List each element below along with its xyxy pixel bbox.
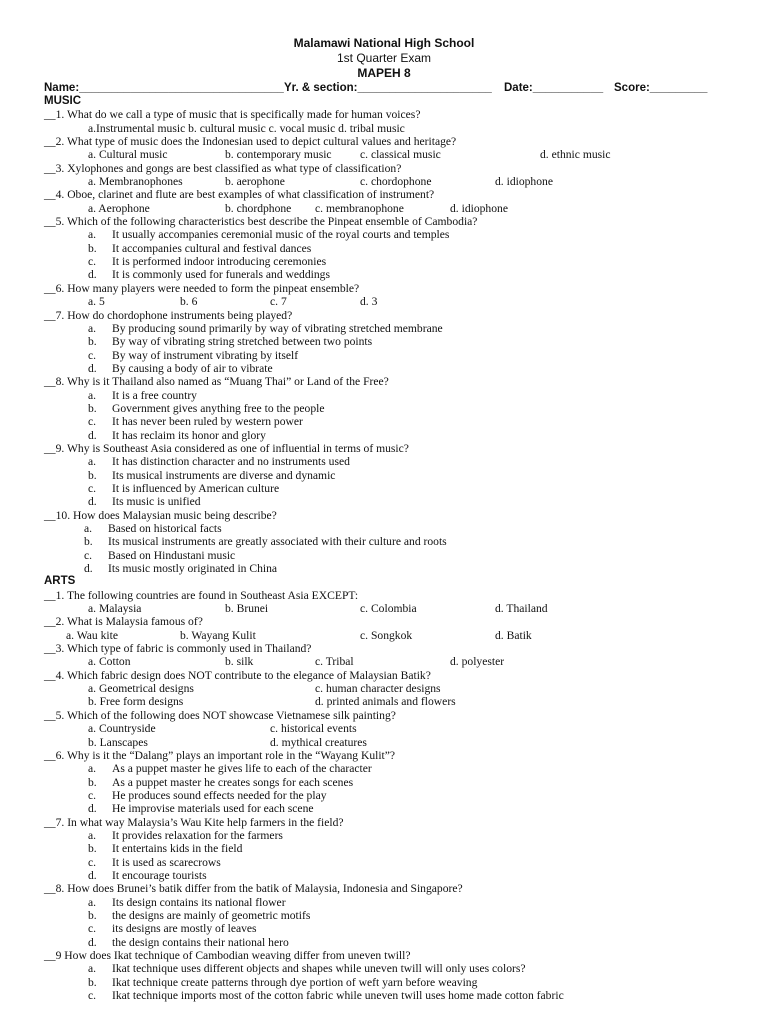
option: b. chordphone: [225, 201, 292, 215]
name-field[interactable]: Name:________________________________: [44, 82, 284, 94]
option-text: It has never been ruled by western power: [112, 415, 303, 429]
option: [44, 562, 744, 575]
option: a. Geometrical designs: [88, 682, 194, 696]
option: [44, 909, 744, 922]
option-letter: b.: [88, 468, 97, 482]
options-list: [44, 322, 744, 375]
option-letter: c.: [88, 348, 97, 362]
option-text: By causing a body of air to vibrate: [112, 361, 273, 375]
option-letter: a.: [88, 762, 97, 776]
option-letter: b.: [88, 908, 97, 922]
option-text: It has distinction character and no instruments used: [112, 455, 350, 469]
option-text: Its design contains its national flower: [112, 895, 286, 909]
option: b. Lanscapes: [88, 735, 148, 749]
options-row: [44, 175, 744, 188]
option-letter: b.: [88, 401, 97, 415]
option: c. Tribal: [315, 655, 354, 669]
option: d. idiophone: [450, 201, 508, 215]
option: d. printed animals and flowers: [315, 695, 456, 709]
option-letter: c.: [88, 989, 97, 1003]
question: __1. What do we call a type of music that is specifically made for human voices?: [44, 108, 421, 122]
option-text: It is influenced by American culture: [112, 481, 280, 495]
option: [44, 429, 744, 442]
option: [44, 989, 744, 1002]
option-letter: c.: [84, 548, 93, 562]
option: [44, 242, 744, 255]
question: __4. Which fabric design does NOT contribute to the elegance of Malaysian Batik?: [44, 668, 431, 682]
option: b. 6: [180, 295, 198, 309]
question: __9. Why is Southeast Asia considered as one of influential in terms of music?: [44, 441, 409, 455]
question: __10. How does Malaysian music being describe?: [44, 508, 277, 522]
option: [44, 789, 744, 802]
option-text: As a puppet master he creates songs for each scenes: [112, 775, 354, 789]
option-letter: b.: [88, 241, 97, 255]
option: [44, 962, 744, 975]
option: [44, 455, 744, 468]
option: [44, 522, 744, 535]
question: __4. Oboe, clarinet and flute are best examples of what classification of instrument?: [44, 188, 435, 202]
option: [44, 856, 744, 869]
question: __7. In what way Malaysia’s Wau Kite help farmers in the field?: [44, 815, 344, 829]
option-text: It provides relaxation for the farmers: [112, 828, 283, 842]
options-row: [44, 722, 744, 735]
option: b. Brunei: [225, 602, 269, 616]
option-text: Ikat technique create patterns through dye portion of weft yarn before weaving: [112, 975, 478, 989]
option-text: By way of vibrating string stretched between two points: [112, 335, 373, 349]
option-text: the designs are mainly of geometric motifs: [112, 908, 311, 922]
option-letter: b.: [88, 775, 97, 789]
option: [44, 922, 744, 935]
option: c. membranophone: [315, 201, 404, 215]
question: __5. Which of the following characteristics best describe the Pinpeat ensemble of Cambodia?: [44, 215, 478, 229]
option: a. Cultural music: [88, 148, 168, 162]
option-text: Its musical instruments are diverse and dynamic: [112, 468, 336, 482]
option-letter: d.: [88, 495, 97, 509]
question: __8. Why is it Thailand also named as “Muang Thai” or Land of the Free?: [44, 375, 389, 389]
option: d. polyester: [450, 655, 505, 669]
option: c. chordophone: [360, 175, 432, 189]
option: b. silk: [225, 655, 254, 669]
options-list: [44, 455, 744, 508]
option: [44, 469, 744, 482]
option: c. Songkok: [360, 628, 413, 642]
option-text: Based on Hindustani music: [108, 548, 236, 562]
option-letter: a.: [88, 455, 97, 469]
option-text: Ikat technique uses different objects and shapes while uneven twill will only uses colors?: [112, 962, 526, 976]
option: d. idiophone: [495, 175, 553, 189]
option-letter: a.: [84, 522, 93, 535]
option-letter: d.: [84, 562, 93, 576]
option: c. historical events: [270, 722, 357, 736]
option-letter: d.: [88, 361, 97, 375]
option-text: It entertains kids in the field: [112, 842, 243, 856]
option: d. Thailand: [495, 602, 548, 616]
option-text: It is a free country: [112, 388, 197, 402]
options-row: [44, 629, 744, 642]
option: [44, 415, 744, 428]
option: [44, 549, 744, 562]
option: a. Cotton: [88, 655, 131, 669]
score-field[interactable]: Score:_________: [614, 82, 708, 94]
option: [44, 255, 744, 268]
options-row: [44, 736, 744, 749]
arts-section-title: ARTS: [44, 575, 76, 588]
option-text: He produces sound effects needed for the play: [112, 788, 327, 802]
option-letter: c.: [88, 855, 97, 869]
question: __7. How do chordophone instruments being played?: [44, 308, 293, 322]
question: __6. How many players were needed to form the pinpeat ensemble?: [44, 281, 360, 295]
option-letter: d.: [88, 868, 97, 882]
option: c. Colombia: [360, 602, 417, 616]
option-letter: d.: [88, 935, 97, 949]
option-letter: a.: [88, 828, 97, 842]
option-text: It is commonly used for funerals and weddings: [112, 268, 330, 282]
option-letter: c.: [88, 415, 97, 429]
question: __3. Which type of fabric is commonly used in Thailand?: [44, 642, 312, 656]
options-list: [44, 228, 744, 281]
question: __6. Why is it the “Dalang” plays an important role in the “Wayang Kulit”?: [44, 748, 396, 762]
option-text: By way of instrument vibrating by itself: [112, 348, 299, 362]
option-text: As a puppet master he gives life to each of the character: [112, 762, 372, 776]
option: b. contemporary music: [225, 148, 332, 162]
question: __3. Xylophones and gongs are best classified as what type of classification?: [44, 161, 402, 175]
option-letter: b.: [88, 842, 97, 856]
option: a. Membranophones: [88, 175, 183, 189]
exam-body: [44, 95, 744, 1002]
question: __8. How does Brunei’s batik differ from the batik of Malaysia, Indonesia and Singapore?: [44, 882, 463, 896]
options-row: [44, 148, 744, 161]
option-text: Its musical instruments are greatly associated with their culture and roots: [108, 535, 447, 549]
options-row: [44, 695, 744, 708]
options-row: [44, 602, 744, 615]
date-field[interactable]: Date:___________: [504, 82, 604, 94]
option: a.Instrumental music b. cultural music c. vocal music d. tribal music: [88, 121, 405, 135]
option: [44, 349, 744, 362]
option: a. Malaysia: [88, 602, 142, 616]
question: __2. What is Malaysia famous of?: [44, 615, 203, 629]
subject-title: MAPEH 8: [357, 66, 411, 80]
exam-title: 1st Quarter Exam: [336, 51, 432, 65]
option: c. human character designs: [315, 682, 441, 696]
option: a. Wau kite: [66, 628, 118, 642]
option-letter: b.: [88, 975, 97, 989]
option-text: By producing sound primarily by way of vibrating stretched membrane: [112, 321, 443, 335]
option-letter: a.: [88, 321, 97, 335]
option-letter: b.: [88, 335, 97, 349]
option: [44, 495, 744, 508]
option-text: It has reclaim its honor and glory: [112, 428, 266, 442]
options-row: [44, 295, 744, 308]
option: c. 7: [270, 295, 287, 309]
option-letter: a.: [88, 388, 97, 402]
question: __1. The following countries are found in Southeast Asia EXCEPT:: [44, 588, 359, 602]
option: c. classical music: [360, 148, 441, 162]
option-text: Ikat technique imports most of the cotton fabric while uneven twill uses home made cotton fabric: [112, 989, 564, 1003]
option: a. Aerophone: [88, 201, 150, 215]
option-text: the design contains their national hero: [112, 935, 289, 949]
option-letter: d.: [88, 268, 97, 282]
options-row: [44, 122, 744, 135]
option-text: It encourage tourists: [112, 868, 207, 882]
option: [44, 362, 744, 375]
options-row: [44, 202, 744, 215]
option: [44, 829, 744, 842]
option-text: Its music mostly originated in China: [108, 562, 278, 576]
option: [44, 268, 744, 281]
option: d. ethnic music: [540, 148, 611, 162]
option: [44, 335, 744, 348]
options-list: [44, 896, 744, 949]
option: [44, 802, 744, 815]
option-text: Government gives anything free to the people: [112, 401, 325, 415]
option-text: It is used as scarecrows: [112, 855, 221, 869]
option-letter: d.: [88, 802, 97, 816]
option-letter: c.: [88, 481, 97, 495]
option: [44, 936, 744, 949]
option: [44, 389, 744, 402]
option: d. Batik: [495, 628, 532, 642]
option-letter: a.: [88, 228, 97, 242]
option-text: Based on historical facts: [108, 522, 222, 535]
option: b. aerophone: [225, 175, 285, 189]
option: [44, 869, 744, 882]
options-list: [44, 962, 744, 1002]
option-text: Its music is unified: [112, 495, 201, 509]
option: [44, 842, 744, 855]
option: b. Free form designs: [88, 695, 184, 709]
option-letter: d.: [88, 428, 97, 442]
option-letter: c.: [88, 255, 97, 269]
option: d. mythical creatures: [270, 735, 367, 749]
option: a. Countryside: [88, 722, 156, 736]
question: __9 How does Ikat technique of Cambodian weaving differ from uneven twill?: [44, 949, 411, 962]
option: [44, 482, 744, 495]
option-letter: b.: [84, 535, 93, 549]
option-text: It usually accompanies ceremonial music of the royal courts and temples: [112, 228, 450, 242]
option-letter: a.: [88, 895, 97, 909]
option-text: It accompanies cultural and festival dances: [112, 241, 312, 255]
question: __5. Which of the following does NOT showcase Vietnamese silk painting?: [44, 708, 396, 722]
option: [44, 228, 744, 241]
option: d. 3: [360, 295, 378, 309]
option: [44, 322, 744, 335]
option: [44, 976, 744, 989]
option-letter: c.: [88, 788, 97, 802]
option: [44, 402, 744, 415]
options-row: [44, 682, 744, 695]
section-field[interactable]: Yr. & section:_____________________: [284, 82, 492, 94]
option: [44, 535, 744, 548]
option: b. Wayang Kulit: [180, 628, 256, 642]
option-text: He improvise materials used for each scene: [112, 802, 314, 816]
school-name: Malamawi National High School: [293, 36, 475, 50]
option-text: its designs are mostly of leaves: [112, 922, 257, 936]
options-list: [44, 829, 744, 882]
option: [44, 896, 744, 909]
music-section-title: MUSIC: [44, 95, 82, 107]
option-text: It is performed indoor introducing ceremonies: [112, 255, 327, 269]
question: __2. What type of music does the Indonesian used to depict cultural values and heritage?: [44, 135, 457, 149]
options-row: [44, 655, 744, 668]
options-list: [44, 389, 744, 442]
option: a. 5: [88, 295, 105, 309]
option: [44, 776, 744, 789]
option: [44, 762, 744, 775]
options-list: [44, 522, 744, 575]
option-letter: c.: [88, 922, 97, 936]
option-letter: a.: [88, 962, 97, 976]
options-list: [44, 762, 744, 815]
